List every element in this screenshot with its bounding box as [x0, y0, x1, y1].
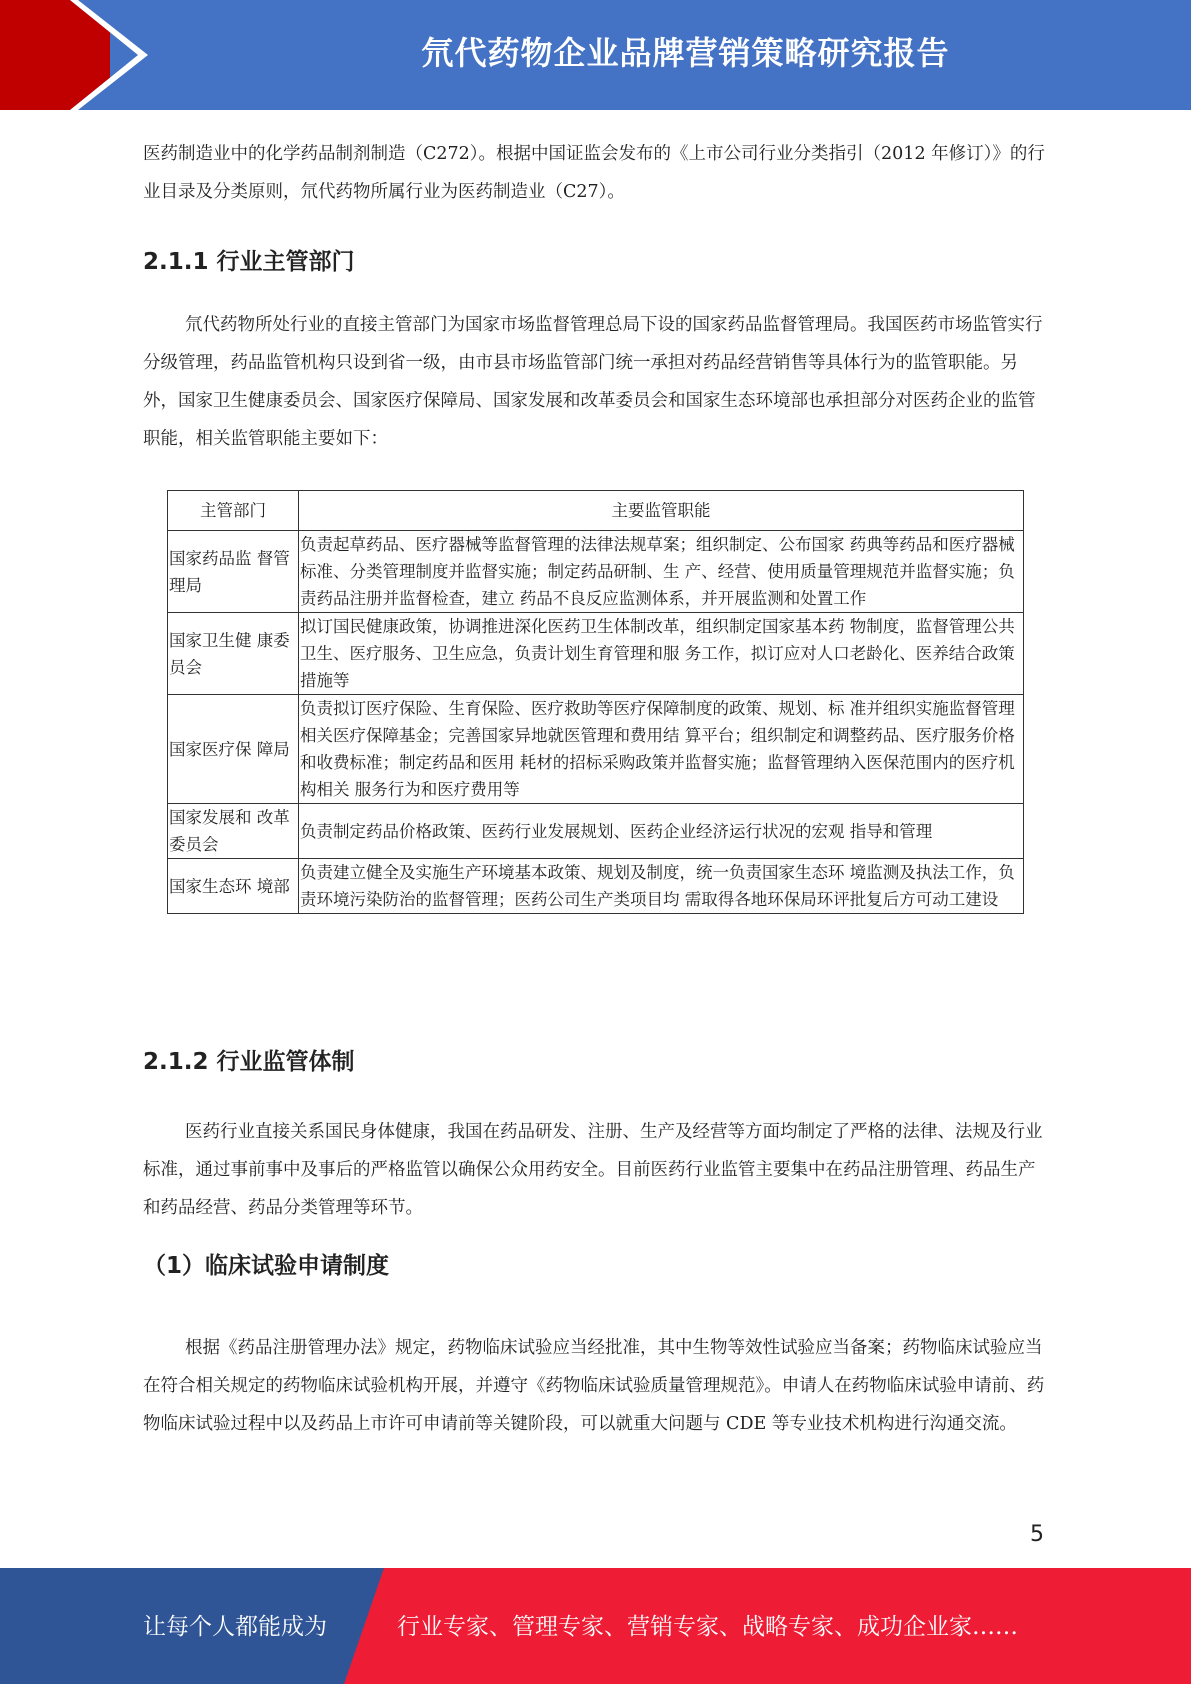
clinical-trial-paragraph: 根据《药品注册管理办法》规定，药物临床试验应当经批准，其中生物等效性试验应当备案；药物临床试验应当在符合相关规定的药物临床试验机构开展，并遵守《药物临床试验质量管理规范》。申请人在药物临床试验申请前、药物临床试验过程中以及药品上市许可申请前等关键阶段，可以就重大问题与 CDE 等专业技术机构进行沟通交流。	[143, 1338, 1045, 1434]
section-heading-clinical-trial: （1）临床试验申请制度	[143, 1253, 390, 1279]
table-row	[168, 695, 1024, 804]
dept-cell: 国家药品监 督管理局	[168, 531, 299, 613]
table-row	[168, 804, 1024, 859]
dept-cell: 国家卫生健 康委员会	[168, 613, 299, 695]
page-header	[0, 0, 1191, 110]
regulator-table	[167, 490, 1024, 914]
table-row	[168, 613, 1024, 695]
footer-slogan-left: 让每个人都能成为	[143, 1614, 327, 1640]
table-header-row	[168, 491, 1024, 531]
table-header-duty: 主要监管职能	[299, 491, 1024, 531]
duty-cell: 负责制定药品价格政策、医药行业发展规划、医药企业经济运行状况的宏观 指导和管理	[299, 804, 1024, 859]
table-row	[168, 859, 1024, 914]
dept-cell: 国家生态环 境部	[168, 859, 299, 914]
duty-cell: 负责建立健全及实施生产环境基本政策、规划及制度，统一负责国家生态环 境监测及执法工作，负责环境污染防治的监督管理；医药公司生产类项目均 需取得各地环保局环评批复后方可动工建设	[299, 859, 1024, 914]
dept-cell: 国家医疗保 障局	[168, 695, 299, 804]
report-title: 氘代药物企业品牌营销策略研究报告	[421, 34, 950, 72]
page-number: 5	[1030, 1522, 1044, 1547]
section-heading-2-1-1: 2.1.1 行业主管部门	[143, 249, 355, 275]
duty-cell: 拟订国民健康政策，协调推进深化医药卫生体制改革，组织制定国家基本药 物制度，监督管理公共卫生、医疗服务、卫生应急，负责计划生育管理和服 务工作，拟订应对人口老龄化、医养结合政策措施等	[299, 613, 1024, 695]
footer-slogan-right: 行业专家、管理专家、营销专家、战略专家、成功企业家……	[397, 1614, 1018, 1640]
intro-paragraph: 医药制造业中的化学药品制剂制造（C272）。根据中国证监会发布的《上市公司行业分类指引（2012 年修订）》的行业目录及分类原则，氘代药物所属行业为医药制造业（C27）。	[143, 144, 1045, 202]
duty-cell: 负责起草药品、医疗器械等监督管理的法律法规草案；组织制定、公布国家 药典等药品和医疗器械标准、分类管理制度并监督实施；制定药品研制、生 产、经营、使用质量管理规范并监督实施；负责药品注册并监督检查，建立 药品不良反应监测体系，并开展监测和处置工作	[299, 531, 1024, 613]
section-heading-2-1-2: 2.1.2 行业监管体制	[143, 1049, 355, 1075]
table-row	[168, 531, 1024, 613]
page-footer	[0, 1568, 1191, 1684]
dept-cell: 国家发展和 改革委员会	[168, 804, 299, 859]
table-header-dept: 主管部门	[168, 491, 299, 531]
duty-cell: 负责拟订医疗保险、生育保险、医疗救助等医疗保障制度的政策、规划、标 准并组织实施监督管理相关医疗保障基金；完善国家异地就医管理和费用结 算平台；组织制定和调整药品、医疗服务价格和收费标准；制定药品和医用 耗材的招标采购政策并监督实施；监督管理纳入医保范围内的医疗机构相关 服务行为和医疗费用等	[299, 695, 1024, 804]
section-2-1-2-paragraph: 医药行业直接关系国民身体健康，我国在药品研发、注册、生产及经营等方面均制定了严格的法律、法规及行业标准，通过事前事中及事后的严格监管以确保公众用药安全。目前医药行业监管主要集中在药品注册管理、药品生产和药品经营、药品分类管理等环节。	[143, 1122, 1043, 1218]
section-2-1-1-paragraph: 氘代药物所处行业的直接主管部门为国家市场监督管理总局下设的国家药品监督管理局。我国医药市场监管实行分级管理，药品监管机构只设到省一级，由市县市场监管部门统一承担对药品经营销售等具体行为的监管职能。另外，国家卫生健康委员会、国家医疗保障局、国家发展和改革委员会和国家生态环境部也承担部分对医药企业的监管职能，相关监管职能主要如下：	[143, 315, 1043, 449]
